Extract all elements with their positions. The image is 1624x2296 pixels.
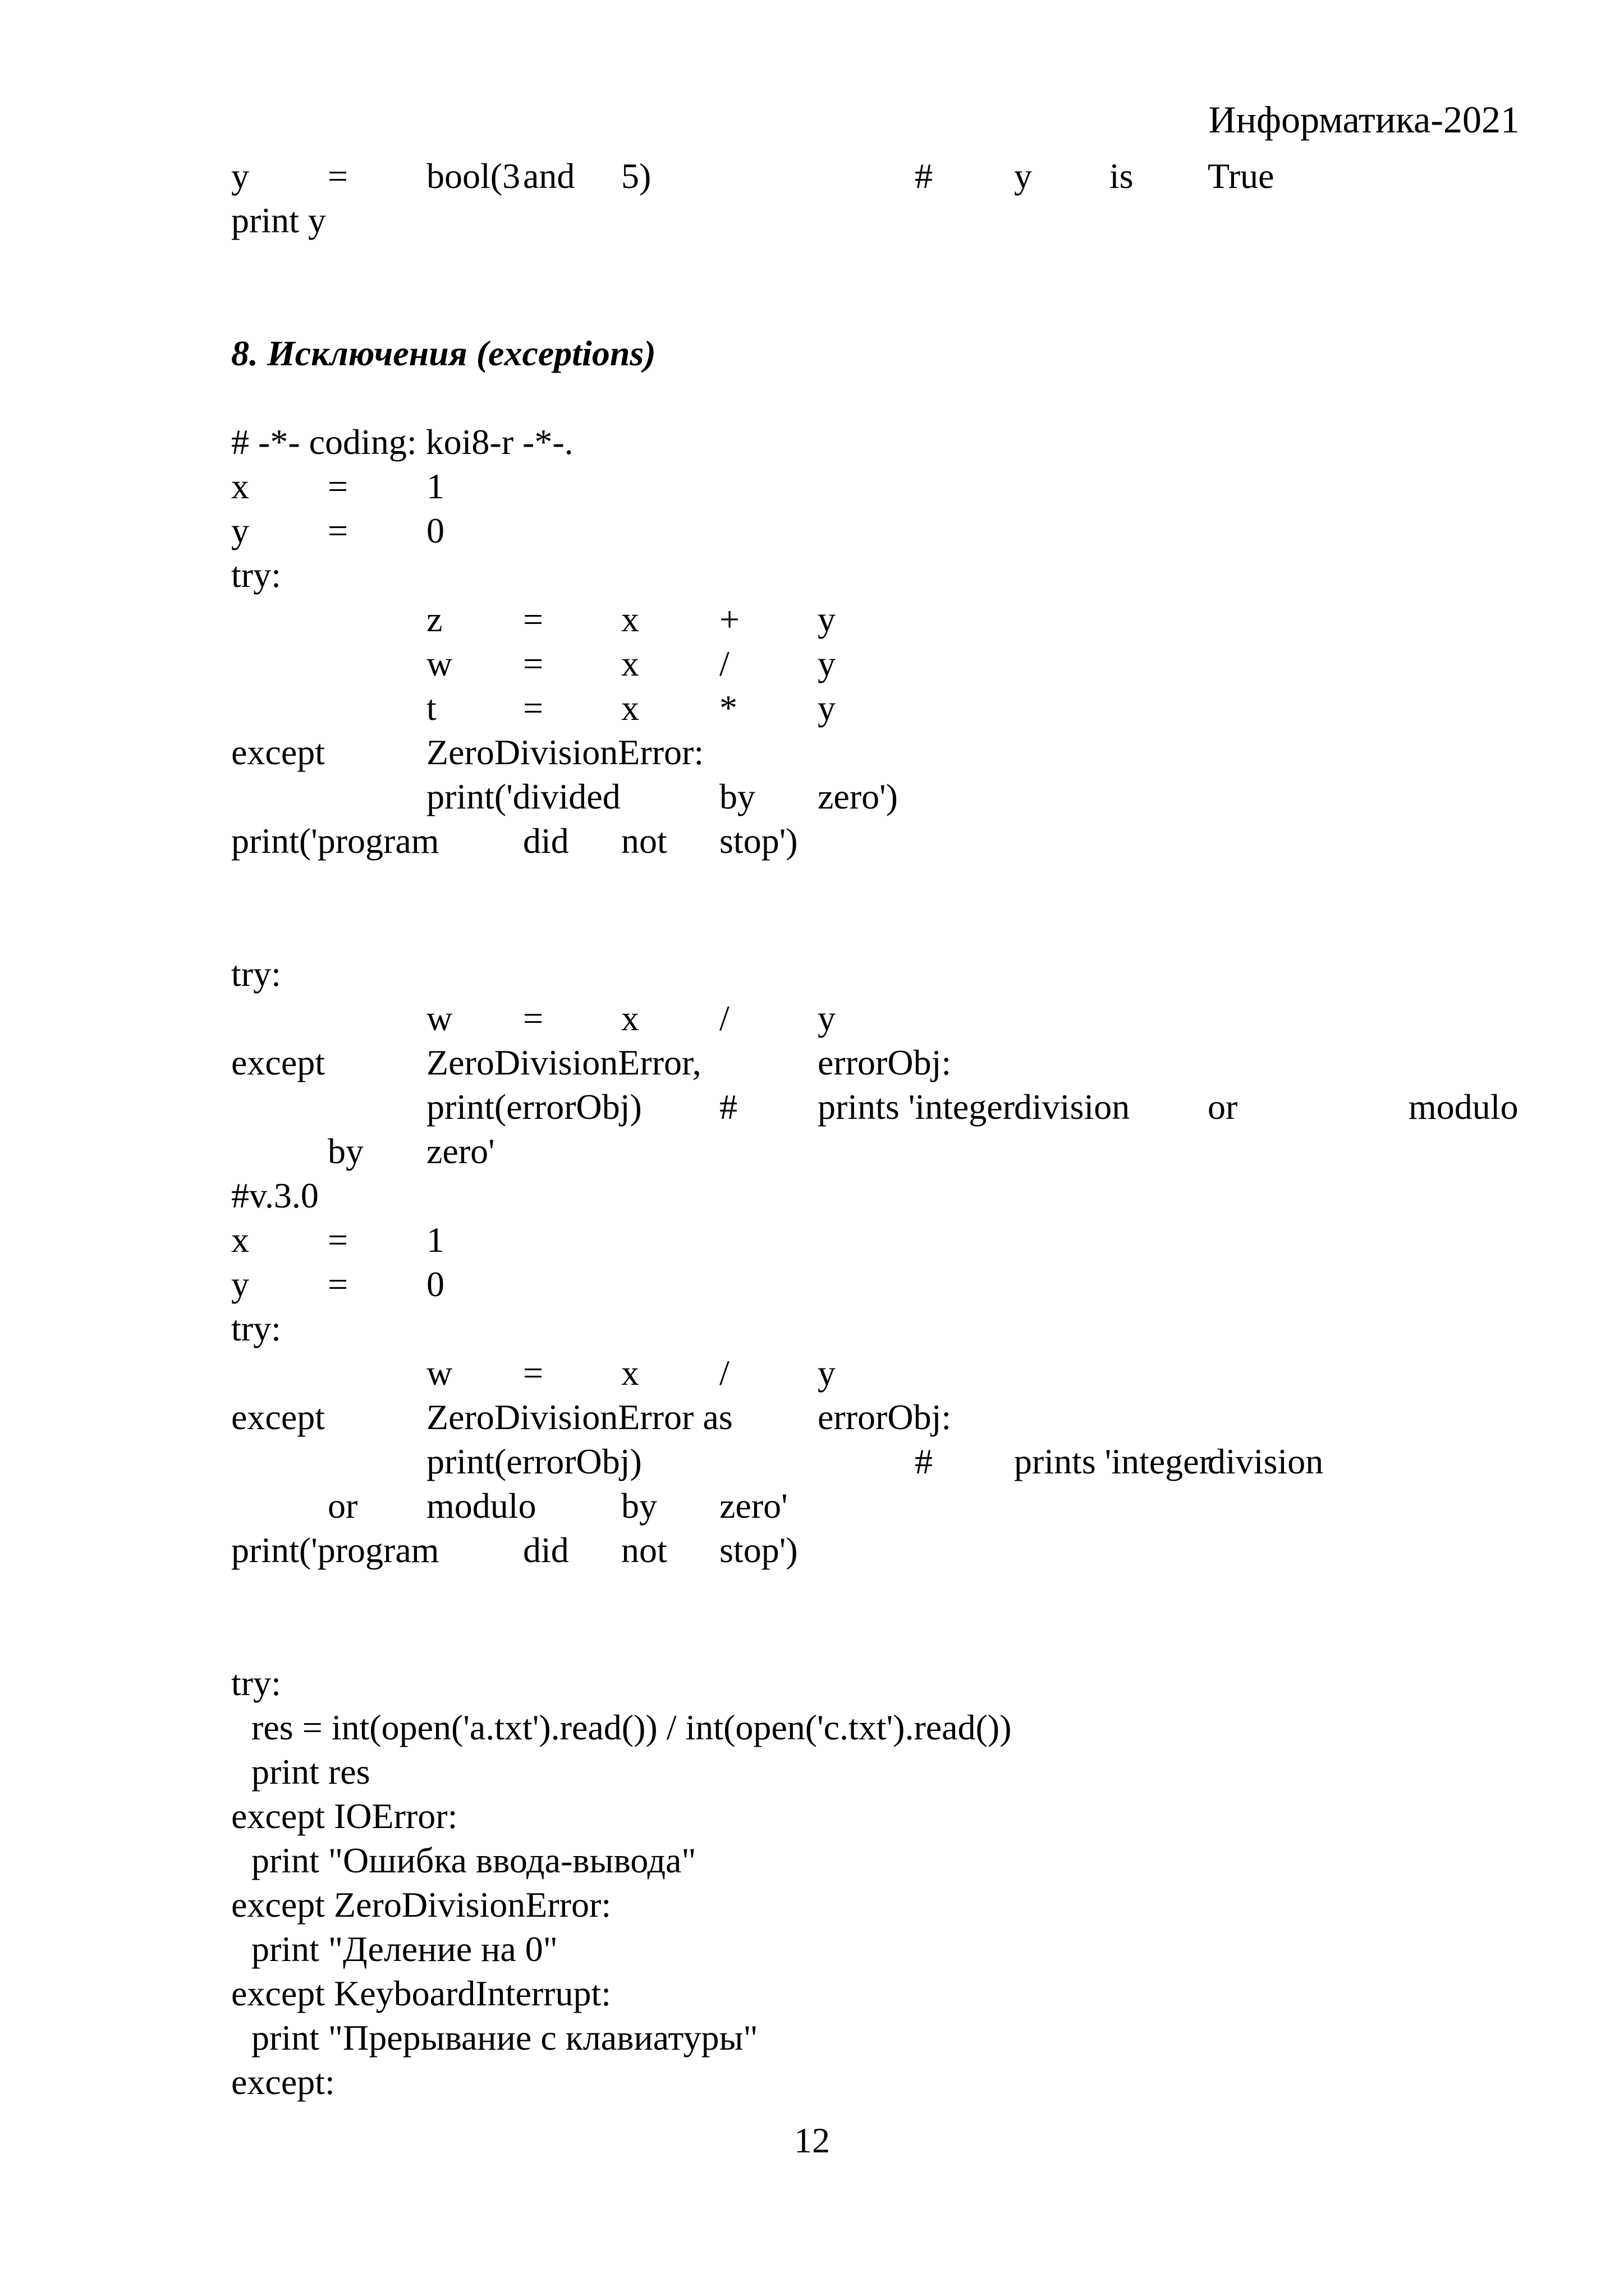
code-line bbox=[231, 952, 1520, 996]
code-line bbox=[231, 1262, 1520, 1306]
code-line bbox=[231, 1173, 1520, 1218]
code-line bbox=[231, 1439, 1520, 1484]
code-token: 1 bbox=[426, 1220, 444, 1260]
blank-line bbox=[231, 242, 1520, 287]
running-header: Информатика-2021 bbox=[1208, 98, 1520, 141]
blank-line bbox=[231, 375, 1520, 420]
code-token: 5) bbox=[621, 156, 652, 196]
code-token: = bbox=[328, 466, 348, 506]
code-token: = bbox=[328, 156, 348, 196]
code-token: ZeroDivisionError as bbox=[426, 1397, 733, 1437]
code-token: # bbox=[915, 156, 933, 196]
code-token: = bbox=[523, 644, 544, 683]
code-token: w bbox=[426, 644, 453, 683]
code-token: y bbox=[818, 644, 836, 683]
code-token: did bbox=[523, 821, 569, 861]
code-token: zero') bbox=[818, 777, 898, 816]
code-line bbox=[231, 1395, 1520, 1439]
page-number: 12 bbox=[794, 2120, 830, 2160]
code-text: except ZeroDivisionError: bbox=[231, 1885, 612, 1925]
code-token: print('divided bbox=[426, 777, 621, 816]
code-token: except bbox=[231, 1397, 325, 1437]
code-line bbox=[231, 154, 1520, 198]
code-token: or bbox=[328, 1486, 358, 1526]
section-heading: 8. Исключения (exceptions) bbox=[231, 333, 656, 373]
code-token: by bbox=[621, 1486, 657, 1526]
code-token: y bbox=[818, 688, 836, 728]
code-token: zero' bbox=[719, 1486, 788, 1526]
code-line bbox=[231, 686, 1520, 730]
code-token: = bbox=[523, 1353, 544, 1393]
code-token: x bbox=[621, 644, 639, 683]
code-token: print(errorObj) bbox=[426, 1441, 642, 1481]
code-token: division bbox=[1208, 1441, 1324, 1481]
code-token: print(errorObj) bbox=[426, 1087, 642, 1127]
code-token: bool(3 bbox=[426, 156, 521, 196]
page-content bbox=[231, 154, 1520, 2104]
code-token: * bbox=[719, 688, 737, 728]
code-line bbox=[231, 553, 1520, 597]
code-token: = bbox=[328, 1220, 348, 1260]
code-line bbox=[231, 1218, 1520, 1262]
blank-line bbox=[231, 1617, 1520, 1661]
code-token: zero' bbox=[426, 1131, 495, 1171]
code-token: and bbox=[523, 156, 575, 196]
code-line bbox=[231, 1927, 1520, 1971]
code-token: ZeroDivisionError, bbox=[426, 1043, 701, 1082]
code-token: y bbox=[231, 156, 249, 196]
blank-line bbox=[231, 287, 1520, 331]
code-line bbox=[231, 2015, 1520, 2060]
code-token: / bbox=[719, 644, 730, 683]
code-line bbox=[231, 1971, 1520, 2015]
code-line bbox=[231, 1306, 1520, 1351]
code-token: is bbox=[1109, 156, 1134, 196]
code-token: w bbox=[426, 998, 453, 1038]
code-token: errorObj: bbox=[818, 1397, 952, 1437]
code-line bbox=[231, 774, 1520, 819]
code-token: not bbox=[621, 1530, 667, 1570]
code-token: modulo bbox=[426, 1486, 536, 1526]
code-token: # bbox=[719, 1087, 737, 1127]
code-token: y bbox=[231, 511, 249, 550]
code-token: 0 bbox=[426, 511, 444, 550]
code-token: y bbox=[818, 998, 836, 1038]
code-token: 0 bbox=[426, 1264, 444, 1304]
code-line bbox=[231, 1838, 1520, 1882]
code-line bbox=[231, 1040, 1520, 1085]
code-token: 1 bbox=[426, 466, 444, 506]
code-text: try: bbox=[231, 954, 281, 994]
code-token: x bbox=[621, 599, 639, 639]
code-token: by bbox=[719, 777, 755, 816]
code-line bbox=[231, 1882, 1520, 1927]
code-token: errorObj: bbox=[818, 1043, 952, 1082]
code-token: except bbox=[231, 732, 325, 772]
code-token: or bbox=[1208, 1087, 1238, 1127]
code-text: except: bbox=[231, 2062, 335, 2102]
code-token: except bbox=[231, 1043, 325, 1082]
code-token: y bbox=[1014, 156, 1032, 196]
code-token: + bbox=[719, 599, 740, 639]
code-token: prints 'integer bbox=[1014, 1441, 1211, 1481]
code-token: division bbox=[1014, 1087, 1130, 1127]
code-token: ZeroDivisionError: bbox=[426, 732, 704, 772]
code-token: print('program bbox=[231, 821, 439, 861]
code-text: #v.3.0 bbox=[231, 1175, 319, 1215]
code-line bbox=[231, 597, 1520, 641]
code-token: did bbox=[523, 1530, 569, 1570]
code-token: x bbox=[231, 466, 249, 506]
code-text: try: bbox=[231, 1308, 281, 1348]
code-token: w bbox=[426, 1353, 453, 1393]
code-line bbox=[231, 819, 1520, 863]
code-line bbox=[231, 1085, 1520, 1129]
code-line bbox=[231, 464, 1520, 508]
code-token: x bbox=[621, 688, 639, 728]
code-text: try: bbox=[231, 555, 281, 595]
code-line bbox=[231, 1705, 1520, 1749]
code-line bbox=[231, 508, 1520, 553]
code-token: / bbox=[719, 1353, 730, 1393]
code-token: y bbox=[818, 599, 836, 639]
code-token: stop') bbox=[719, 821, 798, 861]
blank-line bbox=[231, 863, 1520, 907]
code-token: / bbox=[719, 998, 730, 1038]
code-token: t bbox=[426, 688, 437, 728]
code-token: print('program bbox=[231, 1530, 439, 1570]
code-token: = bbox=[523, 599, 544, 639]
blank-line bbox=[231, 907, 1520, 952]
code-line bbox=[231, 1661, 1520, 1705]
code-token: # bbox=[915, 1441, 933, 1481]
code-line bbox=[231, 1749, 1520, 1794]
blank-line bbox=[231, 1572, 1520, 1617]
code-token: stop') bbox=[719, 1530, 798, 1570]
code-text: print "Прерывание с клавиатуры" bbox=[251, 2018, 758, 2058]
code-line bbox=[231, 420, 1520, 464]
code-line bbox=[231, 1351, 1520, 1395]
code-token: = bbox=[523, 998, 544, 1038]
code-token: y bbox=[818, 1353, 836, 1393]
code-line bbox=[231, 1484, 1520, 1528]
code-line bbox=[231, 730, 1520, 774]
code-token: modulo bbox=[1409, 1087, 1519, 1127]
code-line bbox=[231, 996, 1520, 1040]
code-text: except KeyboardInterrupt: bbox=[231, 1973, 612, 2013]
code-text: print "Деление на 0" bbox=[251, 1929, 558, 1969]
code-line bbox=[231, 641, 1520, 686]
code-token: = bbox=[328, 511, 348, 550]
code-token: prints 'integer bbox=[818, 1087, 1015, 1127]
code-line bbox=[231, 198, 1520, 242]
code-token: x bbox=[621, 1353, 639, 1393]
code-token: not bbox=[621, 821, 667, 861]
code-token: = bbox=[523, 688, 544, 728]
code-token: = bbox=[328, 1264, 348, 1304]
code-line bbox=[231, 1129, 1520, 1173]
code-line bbox=[231, 1528, 1520, 1572]
code-token: x bbox=[231, 1220, 249, 1260]
code-text: # -*- coding: koi8-r -*-. bbox=[231, 422, 574, 462]
code-text: print "Ошибка ввода-вывода" bbox=[251, 1840, 696, 1880]
code-text: res = int(open('a.txt').read()) / int(open('c.txt').read()) bbox=[251, 1707, 1012, 1747]
code-text: print y bbox=[231, 200, 326, 240]
code-token: y bbox=[231, 1264, 249, 1304]
code-line bbox=[231, 2060, 1520, 2104]
code-token: by bbox=[328, 1131, 364, 1171]
code-token: z bbox=[426, 599, 443, 639]
code-token: x bbox=[621, 998, 639, 1038]
code-token: True bbox=[1208, 156, 1274, 196]
code-text: try: bbox=[231, 1663, 281, 1703]
code-line bbox=[231, 1794, 1520, 1838]
code-text: except IOError: bbox=[231, 1796, 458, 1836]
code-text: print res bbox=[251, 1752, 370, 1792]
